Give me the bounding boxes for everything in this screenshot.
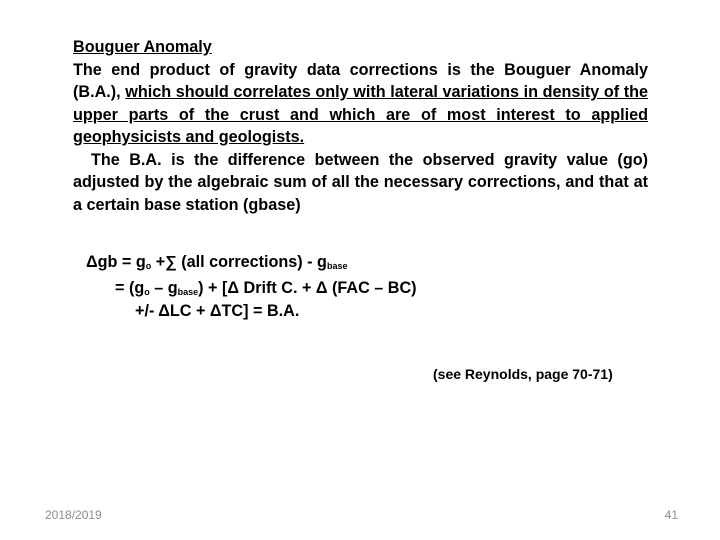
formula-line-2-sub-o: o bbox=[144, 287, 150, 297]
reference-note: (see Reynolds, page 70-71) bbox=[433, 366, 613, 382]
formula-line-2-part-a: = (g bbox=[115, 279, 145, 297]
slide-body bbox=[73, 36, 648, 216]
formula-line-2-part-c: ) + [Δ Drift C. + Δ (FAC – BC) bbox=[198, 279, 417, 297]
formula-line-1-part-b: +∑ (all corrections) - g bbox=[151, 253, 327, 271]
formula-line-2-part-b: – g bbox=[149, 279, 178, 297]
paragraph-definition: The B.A. is the difference between the observed gravity value (go) adjusted by the algebraic sum of all the necessary corrections, and that at a certain base station (gbase) bbox=[73, 150, 648, 214]
paragraph-intro bbox=[73, 59, 648, 149]
formula-line-3: +/- ΔLC + ΔTC] = B.A. bbox=[135, 302, 300, 320]
formula-line-2-sub-base: base bbox=[177, 287, 199, 297]
footer-date: 2018/2019 bbox=[45, 508, 102, 522]
footer-page-number: 41 bbox=[664, 508, 678, 522]
formula-line-1-part-a: Δgb = g bbox=[86, 253, 146, 271]
formula-line-1-sub-o: o bbox=[145, 261, 152, 271]
formula-line-1-sub-base: base bbox=[326, 261, 348, 271]
formula-line-1 bbox=[86, 251, 347, 273]
slide-title: Bouguer Anomaly bbox=[73, 38, 212, 56]
paragraph-intro-lead: The end product of gravity data corrections is the Bouguer Anomaly (B.A.), bbox=[73, 60, 648, 101]
formula-line-2 bbox=[115, 277, 417, 299]
paragraph-intro-underlined: which should correlates only with lateral variations in density of the upper parts of the crust and which are of most interest to applied geophysicists and geologists. bbox=[73, 83, 648, 146]
